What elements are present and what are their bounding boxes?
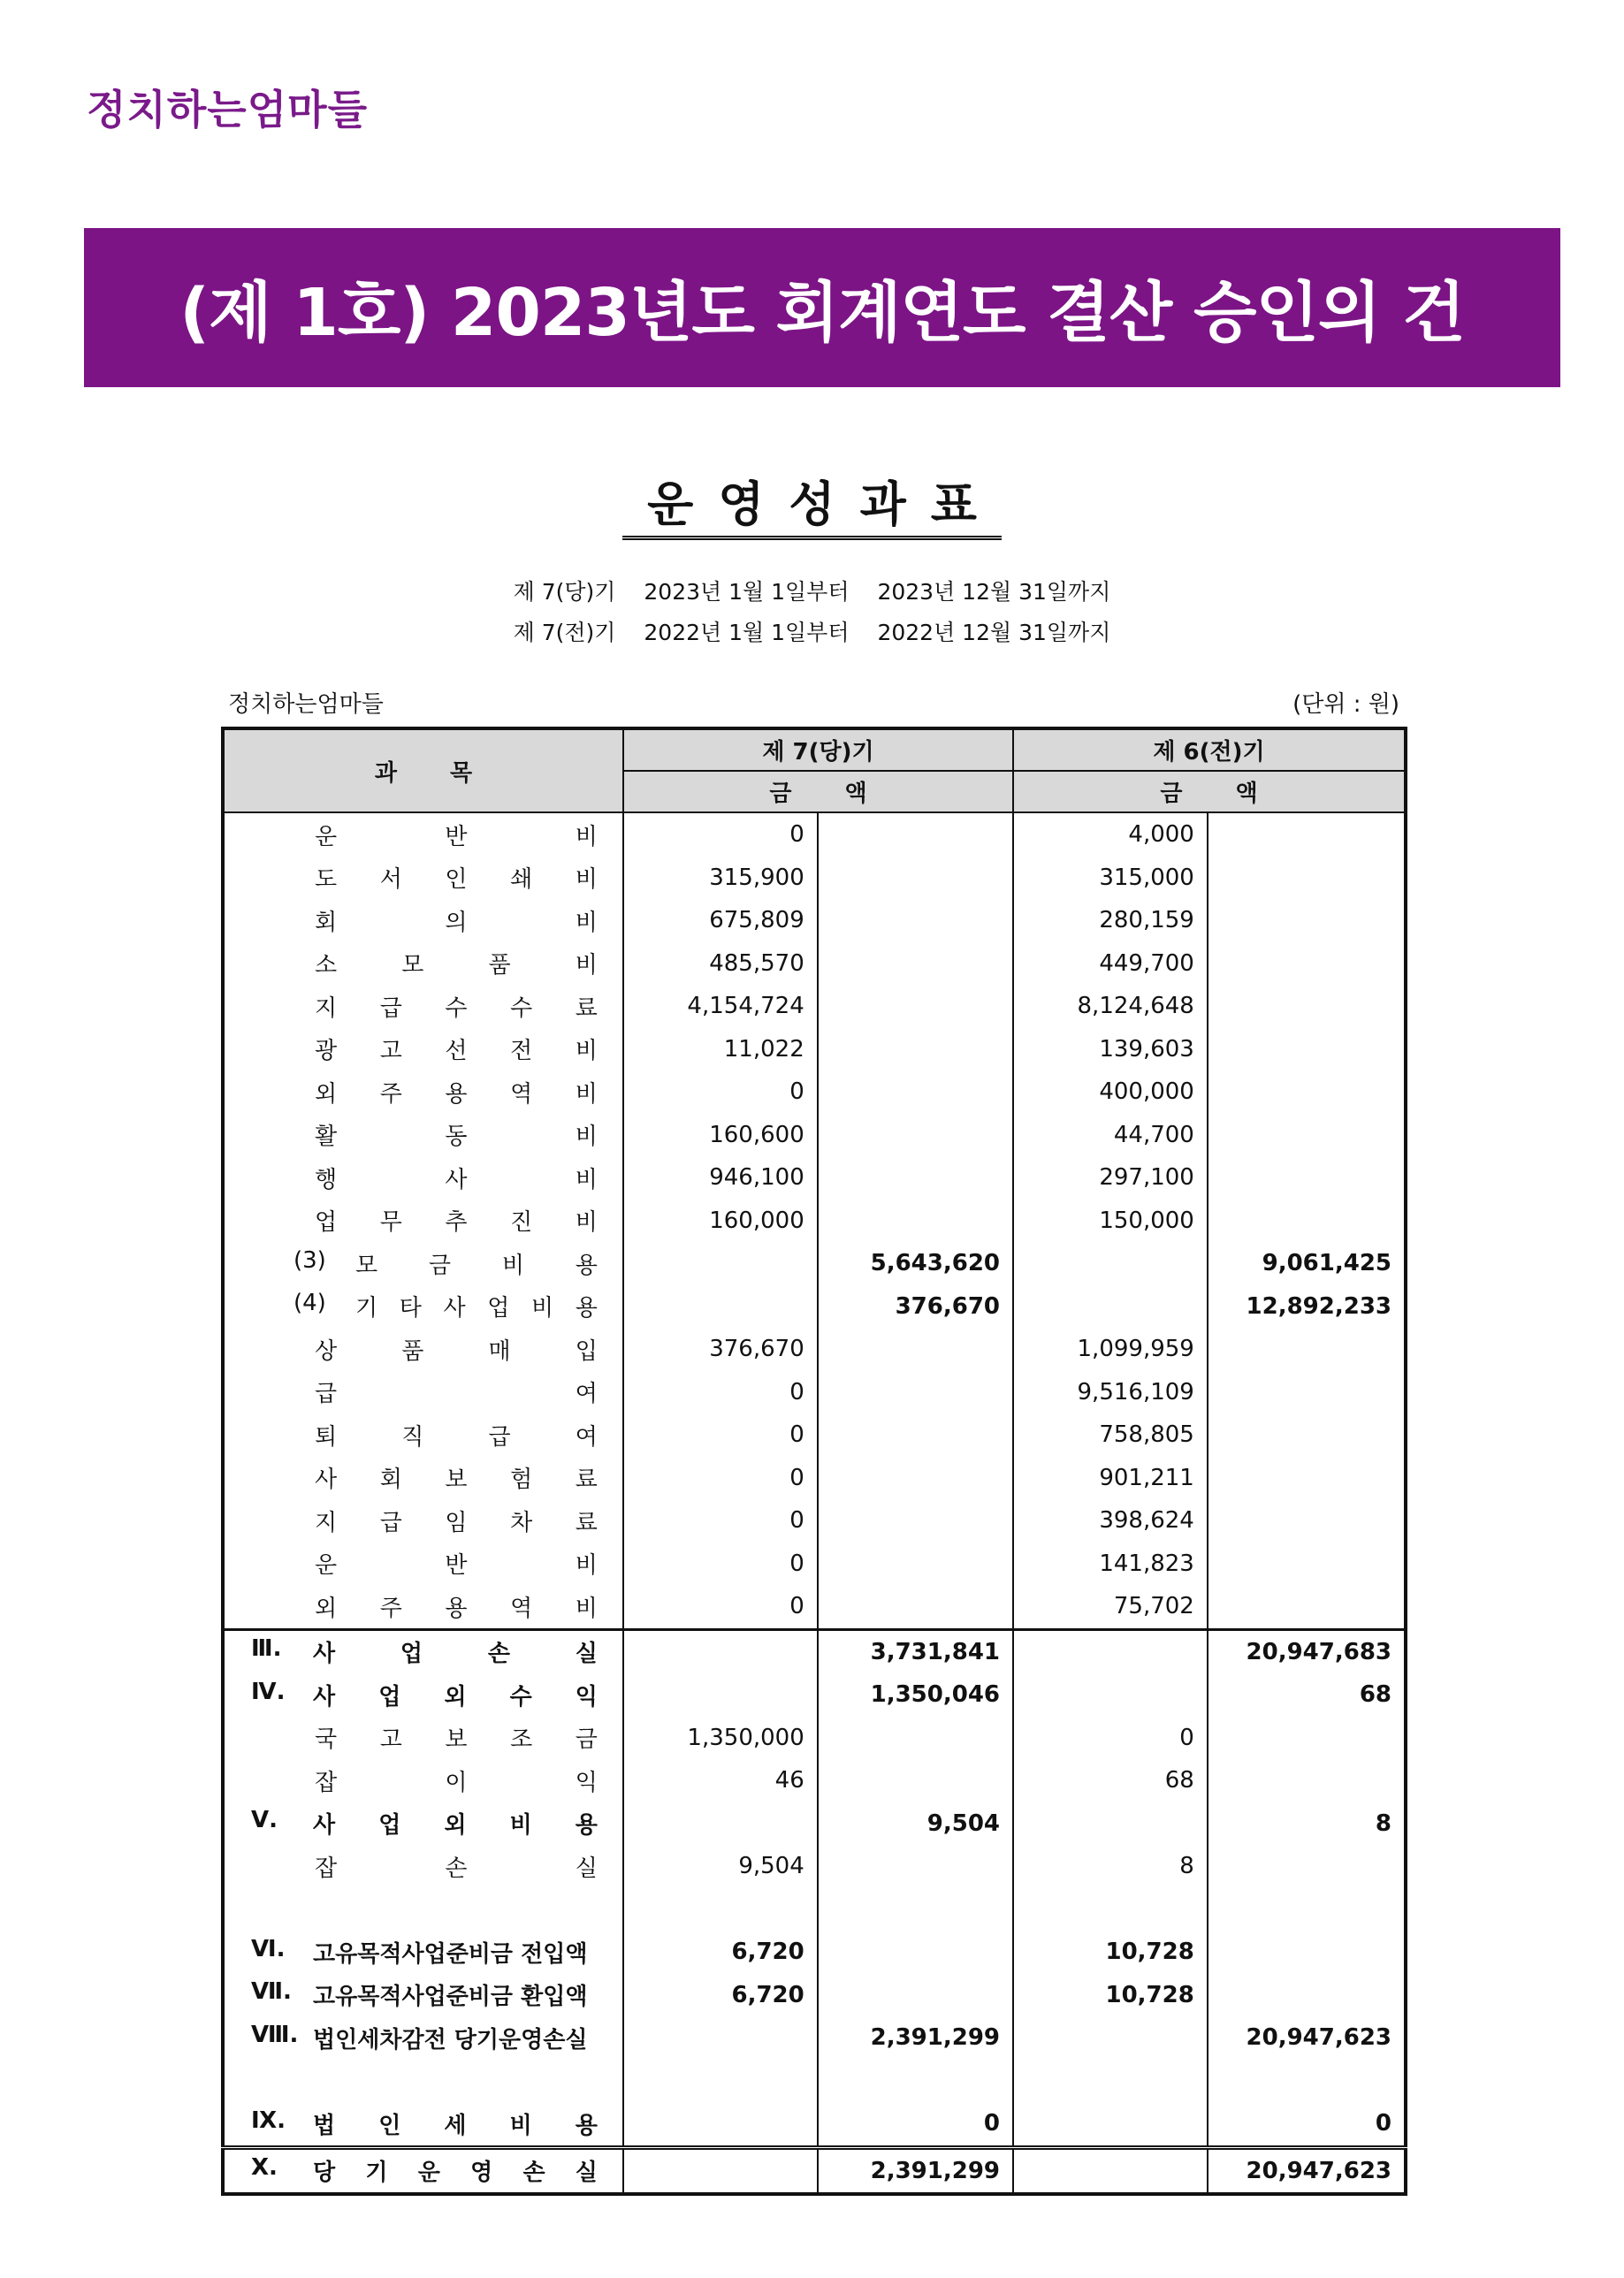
row-label-text: 모 금 비 용 [355, 1252, 598, 1279]
cell-p-detail: 75,702 [1013, 1585, 1208, 1629]
cell-p-total [1208, 942, 1406, 986]
row-label [223, 1974, 623, 2017]
cell-c-total [818, 1931, 1013, 1974]
cell-c-total [818, 985, 1013, 1028]
cell-c-detail: 160,600 [623, 1114, 818, 1157]
table-row [223, 985, 1406, 1028]
cell-c-detail [623, 2016, 818, 2060]
row-label-text: 잡 이 익 [315, 1769, 598, 1796]
cell-c-detail: 0 [623, 1585, 818, 1629]
cell-p-total [1208, 1371, 1406, 1414]
row-label-text: 법인세차감전 당기운영손실 [313, 2026, 588, 2053]
row-label [223, 1673, 623, 1717]
cell-c-total [818, 1371, 1013, 1414]
row-label-text: 사 업 외 비 용 [313, 1812, 598, 1840]
row-label [223, 985, 623, 1028]
cell-p-detail: 400,000 [1013, 1070, 1208, 1114]
row-label-text: 사 업 외 수 익 [313, 1683, 598, 1710]
table-row [223, 1328, 1406, 1371]
cell-c-total: 1,350,046 [818, 1673, 1013, 1717]
row-label-text: 행 사 비 [315, 1166, 598, 1193]
cell-c-detail: 0 [623, 812, 818, 857]
cell-c-detail: 0 [623, 1543, 818, 1586]
cell-p-detail [1013, 2016, 1208, 2060]
period-previous [0, 615, 1624, 647]
banner-title: (제 1호) 2023년도 회계연도 결산 승인의 건 [179, 275, 1465, 351]
row-label [223, 1070, 623, 1114]
row-label [223, 2147, 623, 2194]
table-row [223, 1285, 1406, 1329]
row-label [223, 1499, 623, 1543]
cell-c-detail [623, 1285, 818, 1329]
row-label-text: 당 기 운 영 손 실 [313, 2160, 598, 2187]
row-label-text: 운 반 비 [315, 1552, 598, 1580]
cell-p-detail: 68 [1013, 1759, 1208, 1802]
cell-p-total [1208, 1543, 1406, 1586]
cell-p-detail: 44,700 [1013, 1114, 1208, 1157]
period-previous-start: 2022년 1월 1일부터 [644, 620, 850, 645]
cell-c-total [818, 1413, 1013, 1457]
row-label [223, 1543, 623, 1586]
row-label-text: 고유목적사업준비금 환입액 [313, 1984, 588, 2011]
row-label-text: 잡 손 실 [315, 1855, 598, 1882]
cell-p-total: 9,061,425 [1208, 1242, 1406, 1285]
table-row [223, 812, 1406, 857]
cell-p-detail [1013, 1242, 1208, 1285]
cell-p-detail [1013, 2147, 1208, 2194]
cell-c-detail: 1,350,000 [623, 1717, 818, 1760]
row-label-text: 법 인 세 비 용 [313, 2112, 598, 2139]
cell-c-detail: 0 [623, 1371, 818, 1414]
row-label [223, 812, 623, 857]
cell-c-total [818, 899, 1013, 942]
row-label [223, 1285, 623, 1329]
table-row [223, 1156, 1406, 1200]
row-label [223, 1457, 623, 1500]
cell-p-total [1208, 985, 1406, 1028]
cell-c-total [818, 1114, 1013, 1157]
table-row [223, 1499, 1406, 1543]
row-label [223, 2102, 623, 2147]
table-row [223, 1585, 1406, 1629]
table-row [223, 1371, 1406, 1414]
cell-c-detail [623, 1802, 818, 1846]
cell-c-total [818, 1457, 1013, 1500]
row-label [223, 1200, 623, 1243]
cell-p-total [1208, 1413, 1406, 1457]
table-row [223, 1028, 1406, 1071]
row-label-text: 외 주 용 역 비 [315, 1595, 598, 1622]
cell-p-total [1208, 1457, 1406, 1500]
period-current-end: 2023년 12월 31일까지 [877, 579, 1111, 605]
cell-c-detail: 0 [623, 1070, 818, 1114]
row-label [223, 1717, 623, 1760]
header-previous-period: 제 6(전)기 [1013, 728, 1406, 771]
row-prefix: Ⅹ. [251, 2154, 278, 2182]
table-row [223, 1200, 1406, 1243]
row-label [223, 1759, 623, 1802]
row-prefix: Ⅴ. [251, 1807, 278, 1834]
cell-c-total [818, 1200, 1013, 1243]
row-label-text: 상 품 매 입 [315, 1337, 598, 1365]
cell-c-total [818, 1543, 1013, 1586]
cell-p-total [1208, 1328, 1406, 1371]
cell-c-total [818, 1759, 1013, 1802]
cell-p-detail: 8,124,648 [1013, 985, 1208, 1028]
cell-p-detail: 150,000 [1013, 1200, 1208, 1243]
header-previous-amount: 금액 [1013, 771, 1406, 812]
cell-c-total [818, 812, 1013, 857]
row-label [223, 857, 623, 900]
row-prefix: (4) [294, 1290, 326, 1317]
cell-p-detail [1013, 1629, 1208, 1673]
cell-p-total [1208, 1114, 1406, 1157]
period-previous-end: 2022년 12월 31일까지 [877, 620, 1111, 645]
cell-c-detail [623, 2147, 818, 2194]
period-previous-label: 제 7(전)기 [513, 620, 616, 645]
row-label [223, 1328, 623, 1371]
cell-c-detail [623, 2102, 818, 2147]
header-current-period: 제 7(당)기 [623, 728, 1013, 771]
row-label [223, 1802, 623, 1846]
operating-results-table [221, 727, 1407, 2196]
cell-p-total [1208, 1200, 1406, 1243]
table-row [223, 1759, 1406, 1802]
row-label [223, 1845, 623, 1888]
row-label [223, 1931, 623, 1974]
cell-p-total [1208, 1028, 1406, 1071]
row-label-text: 기 타 사 업 비 용 [355, 1295, 598, 1322]
row-label-text: 사 회 보 험 료 [315, 1467, 598, 1494]
cell-p-detail: 10,728 [1013, 1974, 1208, 2017]
table-row [223, 857, 1406, 900]
header-current-amount: 금액 [623, 771, 1013, 812]
table-row [223, 2147, 1406, 2194]
cell-p-total [1208, 1759, 1406, 1802]
row-label [223, 1585, 623, 1629]
table-row [223, 1457, 1406, 1500]
cell-c-total: 9,504 [818, 1802, 1013, 1846]
row-label [223, 942, 623, 986]
cell-p-total: 20,947,623 [1208, 2147, 1406, 2194]
table-row [223, 2016, 1406, 2060]
cell-p-detail: 139,603 [1013, 1028, 1208, 1071]
table-row [223, 1242, 1406, 1285]
row-prefix: Ⅳ. [251, 1678, 286, 1705]
cell-p-total [1208, 1717, 1406, 1760]
cell-p-detail: 141,823 [1013, 1543, 1208, 1586]
table-row [223, 1845, 1406, 1888]
unit-label: (단위 : 원) [1292, 691, 1399, 718]
cell-c-total [818, 1070, 1013, 1114]
cell-p-detail: 280,159 [1013, 899, 1208, 942]
row-label-text: 업 무 추 진 비 [315, 1209, 598, 1237]
cell-c-detail: 6,720 [623, 1931, 818, 1974]
cell-c-detail [623, 1242, 818, 1285]
table-row [223, 1629, 1406, 1673]
row-label-text: 급 여 [315, 1381, 598, 1408]
cell-p-total: 68 [1208, 1673, 1406, 1717]
cell-c-total: 0 [818, 2102, 1013, 2147]
cell-p-detail: 315,000 [1013, 857, 1208, 900]
cell-c-detail: 376,670 [623, 1328, 818, 1371]
table-row [223, 1413, 1406, 1457]
row-label-text: 광 고 선 전 비 [315, 1038, 598, 1065]
cell-p-total [1208, 1585, 1406, 1629]
cell-c-detail: 315,900 [623, 857, 818, 900]
cell-c-total [818, 1585, 1013, 1629]
row-label-text: 활 동 비 [315, 1124, 598, 1151]
cell-c-total [818, 1499, 1013, 1543]
cell-c-total [818, 1028, 1013, 1071]
spacer-row [223, 2060, 1406, 2103]
cell-p-detail [1013, 1802, 1208, 1846]
table-row [223, 1070, 1406, 1114]
table-row [223, 1717, 1406, 1760]
document-title-text: 운영성과표 [622, 476, 1002, 540]
cell-p-total: 20,947,623 [1208, 2016, 1406, 2060]
cell-c-detail: 11,022 [623, 1028, 818, 1071]
row-label [223, 1242, 623, 1285]
row-label-text: 국 고 보 조 금 [315, 1726, 598, 1754]
cell-p-detail [1013, 1673, 1208, 1717]
row-label [223, 1156, 623, 1200]
row-label-text: 회 의 비 [315, 909, 598, 936]
cell-c-detail: 485,570 [623, 942, 818, 986]
cell-c-total [818, 1845, 1013, 1888]
row-label [223, 1629, 623, 1673]
cell-c-detail: 46 [623, 1759, 818, 1802]
cell-p-total [1208, 1499, 1406, 1543]
cell-c-total: 3,731,841 [818, 1629, 1013, 1673]
row-label [223, 1371, 623, 1414]
row-label-text: 지 급 수 수 료 [315, 994, 598, 1022]
cell-c-total [818, 1974, 1013, 2017]
cell-p-detail: 10,728 [1013, 1931, 1208, 1974]
cell-c-total: 376,670 [818, 1285, 1013, 1329]
cell-c-detail: 160,000 [623, 1200, 818, 1243]
row-label-text: 지 급 임 차 료 [315, 1509, 598, 1536]
cell-p-total: 0 [1208, 2102, 1406, 2147]
row-label-text: 도 서 인 쇄 비 [315, 866, 598, 894]
cell-p-detail [1013, 2102, 1208, 2147]
cell-p-total [1208, 1974, 1406, 2017]
cell-c-detail: 9,504 [623, 1845, 818, 1888]
row-label-text: 사 업 손 실 [313, 1641, 598, 1668]
cell-c-detail [623, 1629, 818, 1673]
cell-c-detail: 0 [623, 1499, 818, 1543]
cell-p-total [1208, 1845, 1406, 1888]
cell-c-detail [623, 1673, 818, 1717]
row-label-text: 외 주 용 역 비 [315, 1080, 598, 1108]
cell-p-detail [1013, 1285, 1208, 1329]
cell-c-detail: 675,809 [623, 899, 818, 942]
title-banner [84, 228, 1560, 387]
row-prefix: Ⅷ. [251, 2021, 299, 2048]
document-title [0, 467, 1624, 535]
cell-c-total: 2,391,299 [818, 2016, 1013, 2060]
table-row [223, 2102, 1406, 2147]
table-row [223, 1931, 1406, 1974]
row-prefix: Ⅸ. [251, 2107, 286, 2134]
row-label-text: 소 모 품 비 [315, 952, 598, 979]
row-label-text: 운 반 비 [315, 823, 598, 850]
cell-c-detail: 4,154,724 [623, 985, 818, 1028]
table-row [223, 1543, 1406, 1586]
table-row [223, 1673, 1406, 1717]
row-label-text: 퇴 직 급 여 [315, 1423, 598, 1451]
table-row [223, 942, 1406, 986]
cell-p-detail: 4,000 [1013, 812, 1208, 857]
cell-p-total [1208, 1156, 1406, 1200]
cell-p-total: 20,947,683 [1208, 1629, 1406, 1673]
period-current-start: 2023년 1월 1일부터 [644, 579, 850, 605]
row-label [223, 899, 623, 942]
row-label-text: 고유목적사업준비금 전입액 [313, 1940, 588, 1968]
row-label [223, 1028, 623, 1071]
cell-p-detail: 1,099,959 [1013, 1328, 1208, 1371]
cell-p-total: 8 [1208, 1802, 1406, 1846]
cell-c-total: 5,643,620 [818, 1242, 1013, 1285]
brand-logo-text: 정치하는엄마들 [87, 86, 369, 133]
table-row [223, 1802, 1406, 1846]
period-current [0, 575, 1624, 606]
cell-c-detail: 946,100 [623, 1156, 818, 1200]
table-row [223, 1114, 1406, 1157]
table-row [223, 899, 1406, 942]
table-row [223, 1974, 1406, 2017]
row-label [223, 1413, 623, 1457]
row-prefix: (3) [294, 1246, 326, 1274]
cell-c-detail: 0 [623, 1457, 818, 1500]
spacer-row [223, 1888, 1406, 1931]
cell-p-detail: 758,805 [1013, 1413, 1208, 1457]
cell-c-detail: 0 [623, 1413, 818, 1457]
cell-p-total: 12,892,233 [1208, 1285, 1406, 1329]
cell-p-total [1208, 1931, 1406, 1974]
cell-p-detail: 0 [1013, 1717, 1208, 1760]
row-label [223, 2016, 623, 2060]
cell-p-total [1208, 857, 1406, 900]
table-body [223, 812, 1406, 2194]
cell-p-detail: 9,516,109 [1013, 1371, 1208, 1414]
cell-c-total [818, 1156, 1013, 1200]
cell-p-detail: 901,211 [1013, 1457, 1208, 1500]
cell-c-total [818, 857, 1013, 900]
period-current-label: 제 7(당)기 [513, 579, 616, 605]
organization-name: 정치하는엄마들 [228, 691, 384, 718]
cell-c-detail: 6,720 [623, 1974, 818, 2017]
cell-p-total [1208, 1070, 1406, 1114]
header-subject: 과목 [223, 728, 623, 812]
cell-c-total [818, 1717, 1013, 1760]
cell-p-detail: 449,700 [1013, 942, 1208, 986]
cell-p-total [1208, 812, 1406, 857]
row-prefix: Ⅲ. [251, 1635, 282, 1663]
row-prefix: Ⅵ. [251, 1935, 286, 1962]
cell-c-total: 2,391,299 [818, 2147, 1013, 2194]
cell-c-total [818, 942, 1013, 986]
cell-p-detail: 8 [1013, 1845, 1208, 1888]
cell-p-detail: 297,100 [1013, 1156, 1208, 1200]
cell-p-detail: 398,624 [1013, 1499, 1208, 1543]
row-prefix: Ⅶ. [251, 1978, 292, 2006]
cell-c-total [818, 1328, 1013, 1371]
cell-p-total [1208, 899, 1406, 942]
row-label [223, 1114, 623, 1157]
